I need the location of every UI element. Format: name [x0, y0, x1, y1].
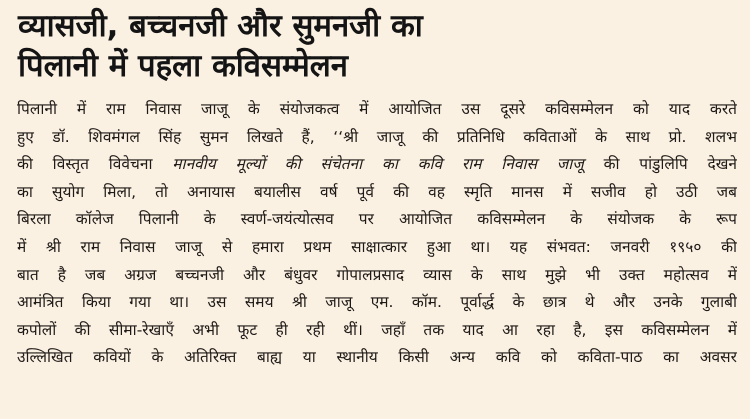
body-line-10: उल्लिखित कवियों के अतिरिक्त बाह्य या स्थानीय किसी अन्य कवि को कविता-पाठ का अवसर	[17, 348, 737, 367]
heading-line-2: पिलानी में पहला कविसम्मेलन	[18, 48, 349, 84]
heading-line-1: व्यासजी, बच्चनजी और सुमनजी का	[18, 8, 423, 44]
body-line-4: का सुयोग मिला, तो अनायास बयालीस वर्ष पूर्व की वह स्मृति मानस में सजीव हो उठी जब	[17, 182, 737, 201]
body-line-2: हुए डॉ. शिवमंगल सिंह सुमन लिखते हैं, ‘‘श्री जाजू की प्रतिनिधि कविताओं के साथ प्रो. शलभ	[17, 127, 737, 146]
article-body	[17, 96, 737, 372]
body-line-5: बिरला कॉलेज पिलानी के स्वर्ण-जयंत्योत्सव पर आयोजित कविसम्मेलन के संयोजक के रूप	[17, 210, 737, 229]
body-line-6: में श्री राम निवास जाजू से हमारा प्रथम साक्षात्कार हुआ था। यह संभवत: जनवरी १९५० की	[17, 237, 737, 256]
body-line-7: बात है जब अग्रज बच्चनजी और बंधुवर गोपालप्रसाद व्यास के साथ मुझे भी उक्त महोत्सव में	[17, 265, 737, 284]
body-line-3-end: की पांडुलिपि देखने	[583, 155, 737, 174]
body-line-3	[17, 151, 737, 179]
book-title: मानवीय मूल्यों की संचेतना का कवि राम निवास जाजू	[172, 155, 584, 174]
body-line-8: आमंत्रित किया गया था। उस समय श्री जाजू एम. कॉम. पूर्वार्द्ध के छात्र थे और उनके गुलाबी	[17, 293, 737, 312]
body-line-1: पिलानी में राम निवास जाजू के संयोजकत्व में आयोजित उस दूसरे कविसम्मेलन को याद करते	[17, 100, 737, 118]
body-line-3-start: की विस्तृत विवेचना	[17, 155, 173, 174]
body-line-9: कपोलों की सीमा-रेखाएँ अभी फूट ही रही थीं। जहाँ तक याद आ रहा है, इस कविसम्मेलन में	[17, 320, 737, 339]
article-heading	[18, 6, 738, 86]
